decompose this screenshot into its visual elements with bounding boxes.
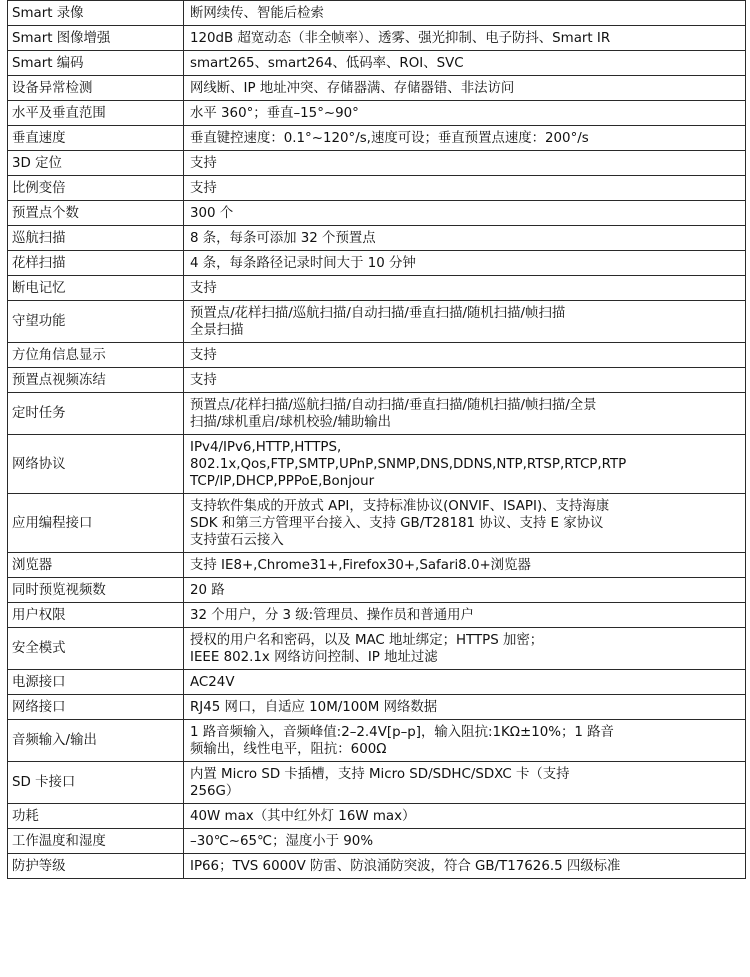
spec-table-body: [8, 1, 746, 879]
table-row: [8, 670, 746, 695]
spec-value: [184, 553, 746, 578]
spec-value: [184, 393, 746, 435]
spec-value-line: RJ45 网口，自适应 10M/100M 网络数据: [190, 699, 438, 715]
spec-value: [184, 494, 746, 553]
spec-value-line: 支持软件集成的开放式 API，支持标准协议(ONVIF、ISAPI)、支持海康: [190, 498, 610, 514]
spec-label: 垂直速度: [8, 126, 184, 151]
spec-value: [184, 76, 746, 101]
spec-value-line: 支持: [190, 280, 217, 296]
table-row: [8, 695, 746, 720]
table-row: [8, 276, 746, 301]
spec-label: Smart 编码: [8, 51, 184, 76]
spec-value-line: 32 个用户，分 3 级:管理员、操作员和普通用户: [190, 607, 474, 623]
table-row: [8, 553, 746, 578]
spec-label: 守望功能: [8, 301, 184, 343]
table-row: [8, 76, 746, 101]
spec-value-line: 频输出，线性电平，阻抗：600Ω: [190, 741, 387, 757]
spec-label: 巡航扫描: [8, 226, 184, 251]
spec-value-line: –30℃~65℃；湿度小于 90%: [190, 833, 374, 849]
spec-label: 工作温度和湿度: [8, 829, 184, 854]
spec-label: 预置点视频冻结: [8, 368, 184, 393]
table-row: [8, 251, 746, 276]
spec-value: [184, 578, 746, 603]
spec-value: [184, 804, 746, 829]
spec-label: 浏览器: [8, 553, 184, 578]
spec-value: [184, 720, 746, 762]
spec-value-line: 支持 IE8+,Chrome31+,Firefox30+,Safari8.0+浏览器: [190, 557, 531, 573]
spec-value-line: 垂直键控速度：0.1°~120°/s,速度可设；垂直预置点速度：200°/s: [190, 130, 589, 146]
spec-value: [184, 26, 746, 51]
spec-value: [184, 226, 746, 251]
spec-value-line: 内置 Micro SD 卡插槽，支持 Micro SD/SDHC/SDXC 卡（支持: [190, 766, 570, 782]
spec-value-line: 300 个: [190, 205, 234, 221]
table-row: [8, 1, 746, 26]
spec-value: [184, 251, 746, 276]
spec-value: [184, 301, 746, 343]
spec-value: [184, 151, 746, 176]
spec-value-line: 支持: [190, 155, 217, 171]
table-row: [8, 126, 746, 151]
table-row: [8, 176, 746, 201]
spec-label: 同时预览视频数: [8, 578, 184, 603]
table-row: [8, 829, 746, 854]
spec-value: [184, 762, 746, 804]
spec-value: [184, 670, 746, 695]
spec-label: 网络接口: [8, 695, 184, 720]
spec-value: [184, 276, 746, 301]
spec-value: [184, 368, 746, 393]
spec-value-line: 支持萤石云接入: [190, 532, 284, 548]
spec-label: 应用编程接口: [8, 494, 184, 553]
spec-value-line: IPv4/IPv6,HTTP,HTTPS,: [190, 439, 342, 455]
spec-label: 比例变倍: [8, 176, 184, 201]
table-row: [8, 51, 746, 76]
table-row: [8, 494, 746, 553]
spec-value-line: 授权的用户名和密码，以及 MAC 地址绑定；HTTPS 加密；: [190, 632, 544, 648]
spec-value-line: 40W max（其中红外灯 16W max）: [190, 808, 416, 824]
table-row: [8, 762, 746, 804]
spec-value-line: AC24V: [190, 674, 235, 690]
spec-label: 水平及垂直范围: [8, 101, 184, 126]
table-row: [8, 854, 746, 879]
spec-value-line: 支持: [190, 372, 217, 388]
table-row: [8, 368, 746, 393]
spec-value-line: smart265、smart264、低码率、ROI、SVC: [190, 55, 464, 71]
spec-value: [184, 101, 746, 126]
table-row: [8, 26, 746, 51]
spec-label: 音频输入/输出: [8, 720, 184, 762]
spec-value: [184, 126, 746, 151]
spec-value-line: 256G）: [190, 783, 240, 799]
spec-table: [7, 0, 746, 879]
spec-value-line: 4 条，每条路径记录时间大于 10 分钟: [190, 255, 416, 271]
table-row: [8, 226, 746, 251]
table-row: [8, 343, 746, 368]
spec-label: 断电记忆: [8, 276, 184, 301]
spec-label: 网络协议: [8, 435, 184, 494]
spec-label: 3D 定位: [8, 151, 184, 176]
spec-value: [184, 695, 746, 720]
spec-label: Smart 录像: [8, 1, 184, 26]
spec-label: 电源接口: [8, 670, 184, 695]
spec-value-line: 全景扫描: [190, 322, 244, 338]
table-row: [8, 393, 746, 435]
spec-value-line: 网线断、IP 地址冲突、存储器满、存储器错、非法访问: [190, 80, 515, 96]
spec-label: 定时任务: [8, 393, 184, 435]
spec-label: 用户权限: [8, 603, 184, 628]
table-row: [8, 804, 746, 829]
spec-value-line: 预置点/花样扫描/巡航扫描/自动扫描/垂直扫描/随机扫描/帧扫描: [190, 305, 566, 321]
spec-value-line: 扫描/球机重启/球机校验/辅助输出: [190, 414, 392, 430]
table-row: [8, 603, 746, 628]
spec-label: Smart 图像增强: [8, 26, 184, 51]
spec-label: 防护等级: [8, 854, 184, 879]
spec-value: [184, 176, 746, 201]
spec-value-line: IP66；TVS 6000V 防雷、防浪涌防突波，符合 GB/T17626.5 四级标准: [190, 858, 621, 874]
spec-value: [184, 854, 746, 879]
spec-value-line: 802.1x,Qos,FTP,SMTP,UPnP,SNMP,DNS,DDNS,NTP,RTSP,RTCP,RTP: [190, 456, 627, 472]
spec-value-line: TCP/IP,DHCP,PPPoE,Bonjour: [190, 473, 375, 489]
spec-value-line: 断网续传、智能后检索: [190, 5, 324, 21]
table-row: [8, 301, 746, 343]
spec-value-line: 水平 360°；垂直–15°~90°: [190, 105, 359, 121]
spec-label: 花样扫描: [8, 251, 184, 276]
table-row: [8, 578, 746, 603]
spec-value-line: 1 路音频输入，音频峰值:2–2.4V[p–p]，输入阻抗:1KΩ±10%；1 路音: [190, 724, 614, 740]
table-row: [8, 628, 746, 670]
spec-value: [184, 201, 746, 226]
spec-value: [184, 829, 746, 854]
table-row: [8, 151, 746, 176]
spec-value-line: 8 条，每条可添加 32 个预置点: [190, 230, 376, 246]
spec-value-line: 支持: [190, 180, 217, 196]
table-row: [8, 720, 746, 762]
spec-label: 设备异常检测: [8, 76, 184, 101]
spec-value-line: 20 路: [190, 582, 225, 598]
spec-value: [184, 51, 746, 76]
spec-label: 预置点个数: [8, 201, 184, 226]
spec-value-line: 支持: [190, 347, 217, 363]
spec-label: 安全模式: [8, 628, 184, 670]
table-row: [8, 201, 746, 226]
spec-value-line: 预置点/花样扫描/巡航扫描/自动扫描/垂直扫描/随机扫描/帧扫描/全景: [190, 397, 597, 413]
table-row: [8, 435, 746, 494]
spec-value-line: IEEE 802.1x 网络访问控制、IP 地址过滤: [190, 649, 438, 665]
spec-label: 功耗: [8, 804, 184, 829]
spec-value-line: 120dB 超宽动态（非全帧率）、透雾、强光抑制、电子防抖、Smart IR: [190, 30, 611, 46]
spec-label: SD 卡接口: [8, 762, 184, 804]
spec-value: [184, 343, 746, 368]
spec-value: [184, 1, 746, 26]
spec-value: [184, 603, 746, 628]
spec-value: [184, 628, 746, 670]
spec-value: [184, 435, 746, 494]
spec-label: 方位角信息显示: [8, 343, 184, 368]
table-row: [8, 101, 746, 126]
spec-value-line: SDK 和第三方管理平台接入、支持 GB/T28181 协议、支持 E 家协议: [190, 515, 604, 531]
